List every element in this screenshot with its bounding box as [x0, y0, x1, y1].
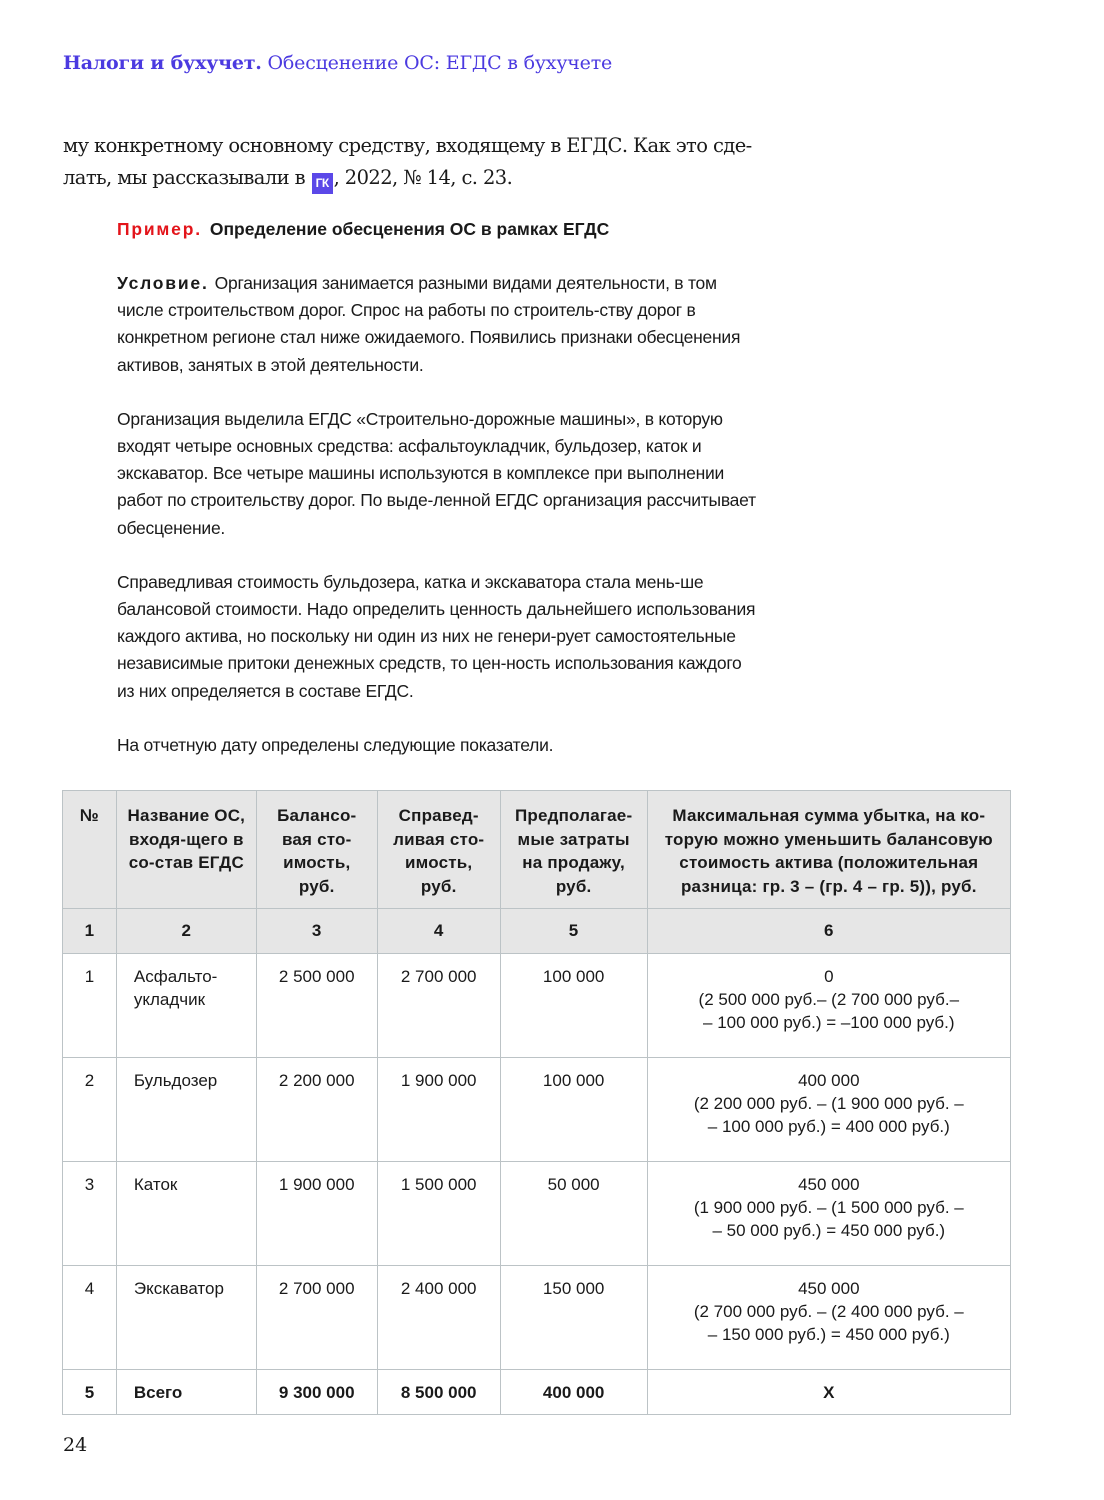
book-value: 2 500 000: [256, 954, 377, 1058]
total-fair-value: 8 500 000: [377, 1370, 500, 1415]
lead-paragraph: [63, 130, 763, 194]
table-row: [63, 1266, 1011, 1370]
calc-line: (2 700 000 руб. – (2 400 000 руб. –: [693, 1302, 964, 1321]
column-number: 4: [377, 909, 500, 954]
fair-value: 1 500 000: [377, 1162, 500, 1266]
calc-line: – 100 000 руб.) = –100 000 руб.): [703, 1013, 955, 1032]
table-row: [63, 1162, 1011, 1266]
paragraph-text: Организация занимается разными видами деятельности, в том числе строительством дорог. Спрос на работы по строитель-ству дорог в конкретном регионе стал ниже ожидаемого. Появились признаки обесценения активов, занятых в этой деятельности.: [117, 273, 741, 375]
book-value: 2 200 000: [256, 1058, 377, 1162]
selling-costs: 100 000: [500, 954, 647, 1058]
book-value: 2 700 000: [256, 1266, 377, 1370]
column-number: 5: [500, 909, 647, 954]
asset-name: [116, 954, 256, 1058]
asset-name: Каток: [116, 1162, 256, 1266]
impairment-table: [62, 790, 1011, 1415]
fair-value: 2 400 000: [377, 1266, 500, 1370]
column-number: 6: [647, 909, 1010, 954]
calc-line: – 100 000 руб.) = 400 000 руб.): [707, 1117, 950, 1136]
total-selling-costs: 400 000: [500, 1370, 647, 1415]
max-loss-value: 400 000: [798, 1071, 860, 1090]
calc-line: (2 500 000 руб.– (2 700 000 руб.–: [698, 990, 960, 1009]
fair-value: 2 700 000: [377, 954, 500, 1058]
paragraph: На отчетную дату определены следующие показатели.: [117, 734, 554, 755]
row-number: 3: [63, 1162, 117, 1266]
article-title: Обесценение ОС: ЕГДС в бухучете: [267, 52, 613, 74]
column-header-name: Название ОС, входя-щего в со-став ЕГДС: [116, 791, 256, 909]
row-number: 5: [63, 1370, 117, 1415]
paragraph: Справедливая стоимость бульдозера, катка и экскаватора стала мень-ше балансовой стоимости. Надо определить ценность дальнейшего использования каждого актива, но поскольку ни один из них не генери-рует самостоятельные независимые притоки денежных средств, то цен-ность использования каждого из них определяется в составе ЕГДС.: [117, 571, 756, 701]
max-loss-value: 450 000: [798, 1175, 860, 1194]
calc-line: (2 200 000 руб. – (1 900 000 руб. –: [693, 1094, 964, 1113]
column-header-number: №: [63, 791, 117, 909]
total-book-value: 9 300 000: [256, 1370, 377, 1415]
max-loss: [647, 954, 1010, 1058]
condition-label: Условие.: [117, 273, 209, 293]
paragraph: Организация выделила ЕГДС «Строительно-дорожные машины», в которую входят четыре основных средства: асфальтоукладчик, бульдозер, каток и экскаватор. Все четыре машины используются в комплексе при выполнении работ по строительству дорог. По выде-ленной ЕГДС организация рассчитывает обесценение.: [117, 408, 756, 538]
table-total-row: [63, 1370, 1011, 1415]
table-row: [63, 954, 1011, 1058]
lead-citation: , 2022, № 14, с. 23.: [333, 166, 513, 189]
row-number: 4: [63, 1266, 117, 1370]
column-header-fair-value: Справед-ливая сто-имость, руб.: [377, 791, 500, 909]
calc-line: (1 900 000 руб. – (1 500 000 руб. –: [693, 1198, 964, 1217]
book-value: 1 900 000: [256, 1162, 377, 1266]
column-number: 3: [256, 909, 377, 954]
lead-line-2: [63, 162, 763, 194]
calc-line: – 150 000 руб.) = 450 000 руб.): [707, 1325, 950, 1344]
max-loss-value: 450 000: [798, 1279, 860, 1298]
lead-line-1: му конкретному основному средству, входящему в ЕГДС. Как это сде-: [63, 134, 752, 157]
column-number: 1: [63, 909, 117, 954]
condition-paragraph: [117, 270, 757, 379]
asset-name: Бульдозер: [116, 1058, 256, 1162]
table-header-row: [63, 791, 1011, 909]
lead-text: лать, мы рассказывали в: [63, 166, 311, 189]
column-header-max-loss: Максимальная сумма убытка, на ко-торую можно уменьшить балансовую стоимость актива (положительная разница: гр. 3 – (гр. 4 – гр. 5)), руб.: [647, 791, 1010, 909]
fair-value: 1 900 000: [377, 1058, 500, 1162]
selling-costs: 100 000: [500, 1058, 647, 1162]
column-header-selling-costs: Предполагае-мые затраты на продажу, руб.: [500, 791, 647, 909]
column-number-row: [63, 909, 1011, 954]
max-loss: [647, 1162, 1010, 1266]
total-max-loss: Х: [647, 1370, 1010, 1415]
section-name: Налоги и бухучет.: [63, 52, 262, 74]
total-label: Всего: [116, 1370, 256, 1415]
max-loss-value: 0: [824, 967, 834, 986]
gk-logo-icon[interactable]: ГК: [312, 173, 333, 194]
running-header: [63, 52, 612, 74]
max-loss: [647, 1266, 1010, 1370]
table-row: [63, 1058, 1011, 1162]
example-heading: [117, 215, 757, 243]
column-number: 2: [116, 909, 256, 954]
asset-name: Экскаватор: [116, 1266, 256, 1370]
row-number: 2: [63, 1058, 117, 1162]
page-number: 24: [63, 1434, 88, 1456]
selling-costs: 50 000: [500, 1162, 647, 1266]
calc-line: – 50 000 руб.) = 450 000 руб.): [712, 1221, 946, 1240]
example-block: [117, 215, 757, 759]
asset-name-text: Асфальто-укладчик: [133, 967, 218, 1009]
example-title: Определение обесценения ОС в рамках ЕГДС: [209, 219, 610, 239]
row-number: 1: [63, 954, 117, 1058]
column-header-book-value: Балансо-вая сто-имость, руб.: [256, 791, 377, 909]
max-loss: [647, 1058, 1010, 1162]
selling-costs: 150 000: [500, 1266, 647, 1370]
example-label: Пример.: [117, 219, 202, 239]
